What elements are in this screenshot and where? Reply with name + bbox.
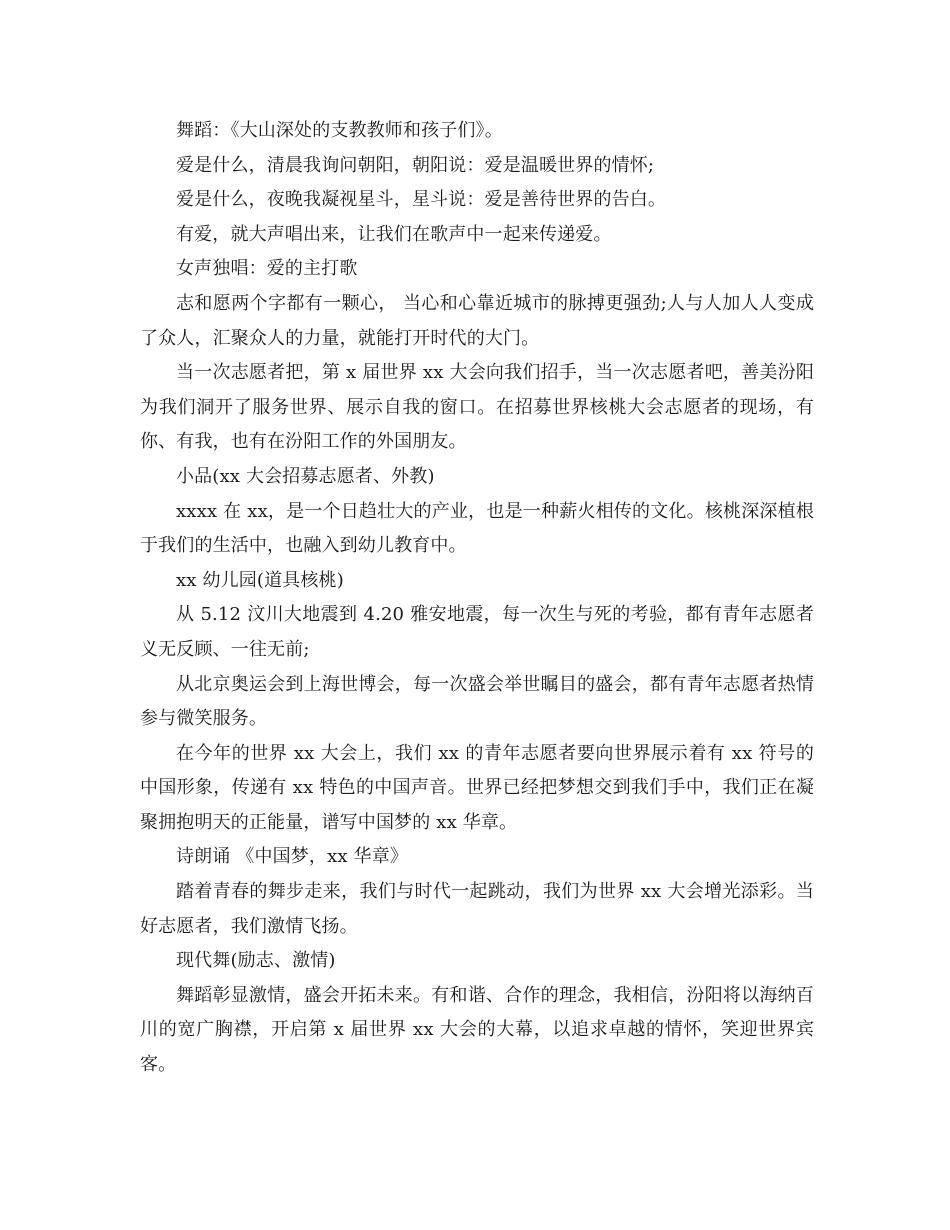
paragraph-love-night: 爱是什么，夜晚我凝视星斗，星斗说：爱是善待世界的告白。 [176, 189, 667, 211]
paragraph-closing: 舞蹈彰显激情，盛会开拓未来。有和谐、合作的理念，我相信，汾阳将以海纳百川的宽广胸襟，开启第 x 届世界 xx 大会的大幕，以追求卓越的情怀，笑迎世界宾客。 [140, 984, 814, 1076]
paragraph-love-morning: 爱是什么，清晨我询问朝阳，朝阳说：爱是温暖世界的情怀; [176, 154, 655, 176]
paragraph-sing-love: 有爱，就大声唱出来，让我们在歌声中一起来传递爱。 [176, 223, 612, 245]
paragraph-female-solo: 女声独唱：爱的主打歌 [176, 258, 358, 280]
paragraph-youth-dance: 踏着青春的舞步走来，我们与时代一起跳动，我们为世界 xx 大会增光添彩。当好志愿者，我们激情飞扬。 [140, 881, 814, 937]
paragraph-walnut-culture: xxxx 在 xx，是一个日趋壮大的产业，也是一种薪火相传的文化。核桃深深植根于我们的生活中，也融入到幼儿教育中。 [140, 500, 814, 557]
paragraph-poem-title: 诗朗诵 《中国梦，xx 华章》 [176, 846, 408, 868]
paragraph-modern-dance: 现代舞(励志、激情) [176, 950, 336, 972]
paragraph-china-image: 在今年的世界 xx 大会上，我们 xx 的青年志愿者要向世界展示着有 xx 符号的中国形象，传递有 xx 特色的中国声音。世界已经把梦想交到我们手中，我们正在凝聚拥抱明天的正能量，谱写中国梦的 xx 华章。 [140, 742, 814, 833]
document-body [140, 114, 814, 1083]
paragraph-kindergarten: xx 幼儿园(道具核桃) [176, 569, 344, 591]
paragraph-sketch-title: 小品(xx 大会招募志愿者、外教) [176, 465, 435, 487]
paragraph-expo: 从北京奥运会到上海世博会，每一次盛会举世瞩目的盛会，都有青年志愿者热情参与微笑服务。 [140, 673, 814, 730]
paragraph-dance-title: 舞蹈：《大山深处的支教教师和孩子们》。 [176, 120, 503, 141]
paragraph-volunteer-heart: 志和愿两个字都有一颗心， 当心和心靠近城市的脉搏更强劲;人与人加人人变成了众人，汇聚众人的力量，就能打开时代的大门。 [140, 292, 814, 349]
paragraph-volunteer-window: 当一次志愿者把，第 x 届世界 xx 大会向我们招手，当一次志愿者吧，善美汾阳为我们洞开了服务世界、展示自我的窗口。在招募世界核桃大会志愿者的现场，有你、有我，也有在汾阳工作的外国朋友。 [140, 362, 814, 453]
paragraph-earthquake: 从 5.12 汶川大地震到 4.20 雅安地震，每一次生与死的考验，都有青年志愿者义无反顾、一往无前; [140, 604, 814, 660]
